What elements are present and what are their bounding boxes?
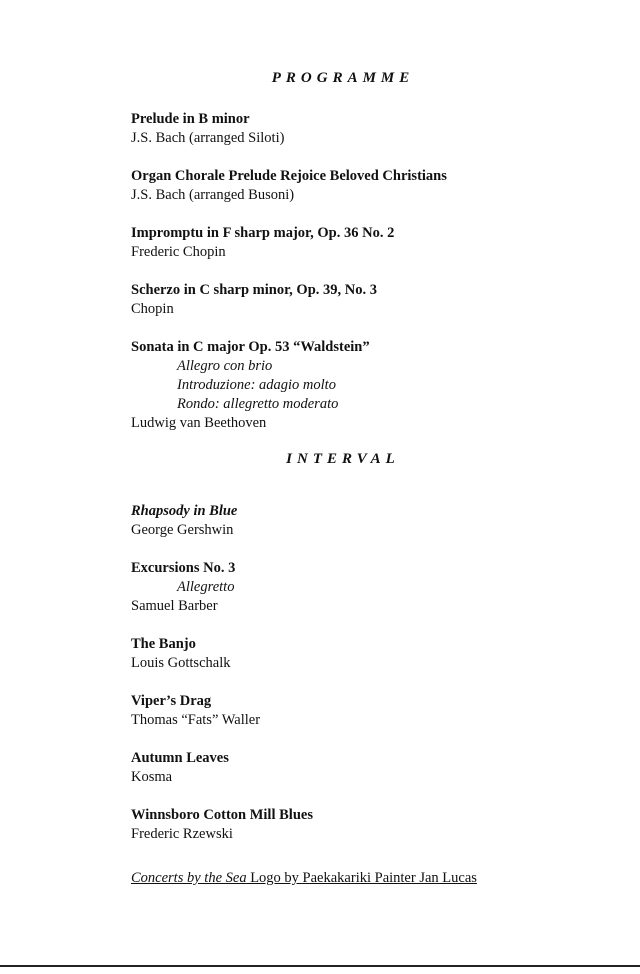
piece-movement: Allegro con brio [177,358,273,374]
programme-list [131,110,611,844]
piece-composer: Samuel Barber [131,598,218,614]
piece-movement: Allegretto [177,579,235,595]
programme-item [131,110,611,148]
piece-movement: Rondo: allegretto moderato [177,396,339,412]
piece-title: Rhapsody in Blue [131,503,238,519]
piece-composer: Chopin [131,301,174,317]
piece-composer: George Gershwin [131,522,234,538]
piece-composer: Louis Gottschalk [131,655,231,671]
programme-item [131,749,611,787]
piece-title: Autumn Leaves [131,750,229,766]
credit-series-name: Concerts by the Sea [131,870,247,886]
piece-title: Organ Chorale Prelude Rejoice Beloved Christians [131,168,447,184]
piece-composer: Kosma [131,769,173,785]
interval-heading: INTERVAL [286,451,400,467]
piece-composer: J.S. Bach (arranged Busoni) [131,187,295,203]
programme-item [131,338,611,433]
piece-composer: Frederic Rzewski [131,826,233,842]
piece-title: Sonata in C major Op. 53 “Waldstein” [131,339,370,355]
piece-composer: Ludwig van Beethoven [131,415,267,431]
piece-composer: Frederic Chopin [131,244,226,260]
programme-item [131,281,611,319]
credit-text: Logo by Paekakariki Painter Jan Lucas [246,870,477,886]
programme-heading: PROGRAMME [271,70,415,86]
programme-item [131,559,611,616]
programme-item [131,502,611,540]
piece-title: Prelude in B minor [131,111,250,127]
programme-item [131,167,611,205]
piece-title: Viper’s Drag [131,693,212,709]
piece-title: Impromptu in F sharp major, Op. 36 No. 2 [131,225,395,241]
programme-item [131,692,611,730]
piece-title: Winnsboro Cotton Mill Blues [131,807,313,823]
piece-title: The Banjo [131,636,196,652]
piece-movement: Introduzione: adagio molto [177,377,336,393]
programme-item [131,224,611,262]
programme-item [131,806,611,844]
piece-composer: Thomas “Fats” Waller [131,712,261,728]
page-bottom-rule [0,965,640,967]
logo-credit [131,869,477,888]
piece-title: Scherzo in C sharp minor, Op. 39, No. 3 [131,282,377,298]
programme-item [131,635,611,673]
piece-composer: J.S. Bach (arranged Siloti) [131,130,285,146]
piece-title: Excursions No. 3 [131,560,236,576]
